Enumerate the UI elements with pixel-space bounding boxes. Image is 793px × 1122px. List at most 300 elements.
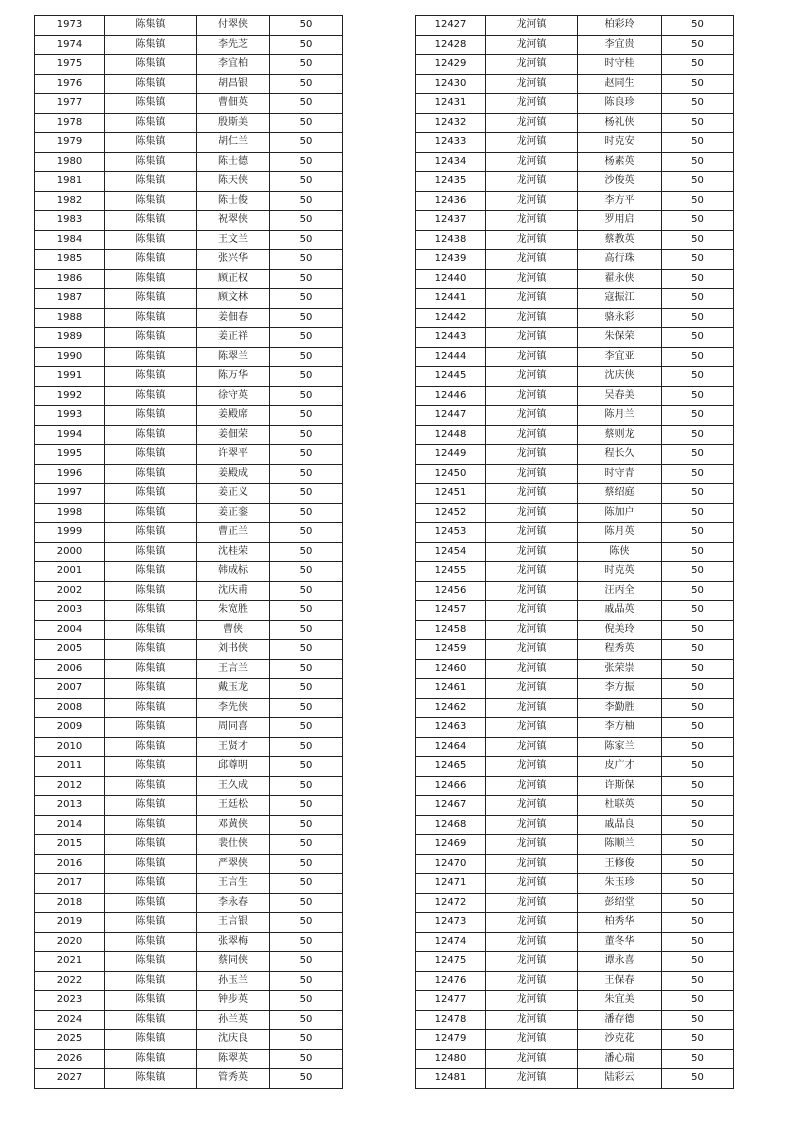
amount-cell: 50	[270, 737, 343, 757]
row-number-cell: 12453	[416, 523, 486, 543]
town-cell: 陈集镇	[105, 347, 197, 367]
row-number-cell: 12427	[416, 16, 486, 36]
table-row	[35, 74, 343, 94]
row-number-cell: 12456	[416, 581, 486, 601]
name-cell: 彭绍堂	[578, 893, 662, 913]
table-row	[416, 932, 734, 952]
town-cell: 龙河镇	[486, 269, 578, 289]
table-row	[416, 757, 734, 777]
name-cell: 姜佃荣	[197, 425, 270, 445]
name-cell: 许斯保	[578, 776, 662, 796]
table-row	[416, 16, 734, 36]
amount-cell: 50	[270, 74, 343, 94]
table-row	[35, 542, 343, 562]
amount-cell: 50	[662, 737, 734, 757]
town-cell: 龙河镇	[486, 542, 578, 562]
amount-cell: 50	[662, 503, 734, 523]
name-cell: 王保春	[578, 971, 662, 991]
name-cell: 程长久	[578, 445, 662, 465]
table-row	[416, 250, 734, 270]
amount-cell: 50	[270, 620, 343, 640]
name-cell: 陈顺兰	[578, 835, 662, 855]
row-number-cell: 12451	[416, 484, 486, 504]
town-cell: 陈集镇	[105, 913, 197, 933]
table-row	[35, 386, 343, 406]
name-cell: 罗用启	[578, 211, 662, 231]
row-number-cell: 12476	[416, 971, 486, 991]
amount-cell: 50	[662, 601, 734, 621]
town-cell: 龙河镇	[486, 640, 578, 660]
name-cell: 程秀英	[578, 640, 662, 660]
name-cell: 朱玉珍	[578, 874, 662, 894]
name-cell: 王久成	[197, 776, 270, 796]
table-row	[35, 367, 343, 387]
town-cell: 龙河镇	[486, 874, 578, 894]
town-cell: 陈集镇	[105, 815, 197, 835]
name-cell: 吴春美	[578, 386, 662, 406]
town-cell: 龙河镇	[486, 835, 578, 855]
name-cell: 姜正祥	[197, 328, 270, 348]
row-number-cell: 2018	[35, 893, 105, 913]
row-number-cell: 12444	[416, 347, 486, 367]
table-row	[416, 542, 734, 562]
name-cell: 王修俊	[578, 854, 662, 874]
name-cell: 陈加户	[578, 503, 662, 523]
town-cell: 龙河镇	[486, 854, 578, 874]
town-cell: 陈集镇	[105, 172, 197, 192]
name-cell: 刘书侠	[197, 640, 270, 660]
town-cell: 陈集镇	[105, 269, 197, 289]
town-cell: 陈集镇	[105, 367, 197, 387]
amount-cell: 50	[270, 776, 343, 796]
town-cell: 陈集镇	[105, 445, 197, 465]
town-cell: 龙河镇	[486, 659, 578, 679]
table-row	[416, 133, 734, 153]
town-cell: 龙河镇	[486, 74, 578, 94]
name-cell: 蔡同侠	[197, 952, 270, 972]
table-row	[35, 796, 343, 816]
town-cell: 陈集镇	[105, 601, 197, 621]
name-cell: 朱宜美	[578, 991, 662, 1011]
name-cell: 时克安	[578, 133, 662, 153]
name-cell: 李先侠	[197, 698, 270, 718]
row-number-cell: 12437	[416, 211, 486, 231]
table-row	[35, 250, 343, 270]
table-row	[416, 308, 734, 328]
amount-cell: 50	[270, 347, 343, 367]
table-row	[416, 230, 734, 250]
name-cell: 裴仕侠	[197, 835, 270, 855]
row-number-cell: 2006	[35, 659, 105, 679]
amount-cell: 50	[662, 464, 734, 484]
amount-cell: 50	[662, 367, 734, 387]
amount-cell: 50	[270, 815, 343, 835]
table-row	[35, 776, 343, 796]
town-cell: 龙河镇	[486, 133, 578, 153]
roster-body-right	[416, 16, 734, 1089]
row-number-cell: 1973	[35, 16, 105, 36]
amount-cell: 50	[270, 35, 343, 55]
table-row	[35, 484, 343, 504]
row-number-cell: 1980	[35, 152, 105, 172]
row-number-cell: 12455	[416, 562, 486, 582]
amount-cell: 50	[662, 230, 734, 250]
row-number-cell: 2014	[35, 815, 105, 835]
table-row	[416, 1069, 734, 1089]
town-cell: 龙河镇	[486, 601, 578, 621]
row-number-cell: 12447	[416, 406, 486, 426]
town-cell: 龙河镇	[486, 796, 578, 816]
town-cell: 陈集镇	[105, 1030, 197, 1050]
amount-cell: 50	[270, 698, 343, 718]
table-row	[416, 796, 734, 816]
amount-cell: 50	[270, 893, 343, 913]
town-cell: 陈集镇	[105, 679, 197, 699]
row-number-cell: 1981	[35, 172, 105, 192]
amount-cell: 50	[270, 94, 343, 114]
amount-cell: 50	[662, 308, 734, 328]
table-row	[35, 659, 343, 679]
table-row	[35, 562, 343, 582]
row-number-cell: 2020	[35, 932, 105, 952]
row-number-cell: 2022	[35, 971, 105, 991]
town-cell: 龙河镇	[486, 211, 578, 231]
town-cell: 陈集镇	[105, 542, 197, 562]
amount-cell: 50	[662, 386, 734, 406]
table-row	[35, 893, 343, 913]
row-number-cell: 12472	[416, 893, 486, 913]
name-cell: 陈士俊	[197, 191, 270, 211]
town-cell: 陈集镇	[105, 386, 197, 406]
row-number-cell: 1999	[35, 523, 105, 543]
table-row	[35, 16, 343, 36]
amount-cell: 50	[270, 874, 343, 894]
amount-cell: 50	[662, 776, 734, 796]
table-row	[35, 815, 343, 835]
table-row	[416, 874, 734, 894]
table-row	[416, 211, 734, 231]
town-cell: 龙河镇	[486, 484, 578, 504]
town-cell: 龙河镇	[486, 562, 578, 582]
amount-cell: 50	[270, 133, 343, 153]
name-cell: 蔡教英	[578, 230, 662, 250]
table-row	[416, 815, 734, 835]
row-number-cell: 2012	[35, 776, 105, 796]
row-number-cell: 12428	[416, 35, 486, 55]
row-number-cell: 1985	[35, 250, 105, 270]
town-cell: 龙河镇	[486, 971, 578, 991]
amount-cell: 50	[270, 269, 343, 289]
town-cell: 陈集镇	[105, 971, 197, 991]
amount-cell: 50	[270, 464, 343, 484]
amount-cell: 50	[270, 503, 343, 523]
row-number-cell: 12473	[416, 913, 486, 933]
name-cell: 蔡绍庭	[578, 484, 662, 504]
town-cell: 龙河镇	[486, 308, 578, 328]
name-cell: 倪美玲	[578, 620, 662, 640]
row-number-cell: 1993	[35, 406, 105, 426]
amount-cell: 50	[662, 1049, 734, 1069]
row-number-cell: 12467	[416, 796, 486, 816]
row-number-cell: 12431	[416, 94, 486, 114]
row-number-cell: 12478	[416, 1010, 486, 1030]
name-cell: 孙兰英	[197, 1010, 270, 1030]
amount-cell: 50	[270, 562, 343, 582]
row-number-cell: 12436	[416, 191, 486, 211]
name-cell: 戚晶英	[578, 601, 662, 621]
name-cell: 陈翠英	[197, 1049, 270, 1069]
row-number-cell: 12442	[416, 308, 486, 328]
table-row	[35, 1030, 343, 1050]
name-cell: 陈良珍	[578, 94, 662, 114]
name-cell: 翟永侠	[578, 269, 662, 289]
name-cell: 姜殿成	[197, 464, 270, 484]
row-number-cell: 12470	[416, 854, 486, 874]
name-cell: 王廷松	[197, 796, 270, 816]
table-row	[35, 308, 343, 328]
row-number-cell: 2016	[35, 854, 105, 874]
table-row	[416, 1010, 734, 1030]
town-cell: 陈集镇	[105, 230, 197, 250]
table-row	[416, 698, 734, 718]
amount-cell: 50	[662, 757, 734, 777]
name-cell: 邱尊明	[197, 757, 270, 777]
town-cell: 龙河镇	[486, 1069, 578, 1089]
amount-cell: 50	[662, 971, 734, 991]
amount-cell: 50	[662, 1030, 734, 1050]
roster-body-left	[35, 16, 343, 1089]
town-cell: 龙河镇	[486, 1010, 578, 1030]
row-number-cell: 12471	[416, 874, 486, 894]
table-row	[416, 367, 734, 387]
row-number-cell: 1992	[35, 386, 105, 406]
row-number-cell: 2001	[35, 562, 105, 582]
name-cell: 管秀英	[197, 1069, 270, 1089]
amount-cell: 50	[662, 425, 734, 445]
amount-cell: 50	[270, 328, 343, 348]
row-number-cell: 1988	[35, 308, 105, 328]
table-row	[35, 328, 343, 348]
row-number-cell: 12429	[416, 55, 486, 75]
amount-cell: 50	[270, 191, 343, 211]
town-cell: 龙河镇	[486, 367, 578, 387]
name-cell: 潘存德	[578, 1010, 662, 1030]
amount-cell: 50	[662, 250, 734, 270]
table-row	[35, 347, 343, 367]
amount-cell: 50	[662, 562, 734, 582]
row-number-cell: 12462	[416, 698, 486, 718]
name-cell: 张翠梅	[197, 932, 270, 952]
table-row	[416, 289, 734, 309]
town-cell: 陈集镇	[105, 250, 197, 270]
name-cell: 陈侠	[578, 542, 662, 562]
town-cell: 龙河镇	[486, 952, 578, 972]
row-number-cell: 12459	[416, 640, 486, 660]
amount-cell: 50	[662, 893, 734, 913]
amount-cell: 50	[270, 913, 343, 933]
amount-cell: 50	[270, 308, 343, 328]
row-number-cell: 12446	[416, 386, 486, 406]
table-row	[35, 991, 343, 1011]
name-cell: 姜殿席	[197, 406, 270, 426]
town-cell: 龙河镇	[486, 230, 578, 250]
amount-cell: 50	[662, 718, 734, 738]
town-cell: 陈集镇	[105, 74, 197, 94]
town-cell: 陈集镇	[105, 289, 197, 309]
name-cell: 沈桂荣	[197, 542, 270, 562]
table-row	[416, 854, 734, 874]
table-row	[35, 211, 343, 231]
town-cell: 龙河镇	[486, 152, 578, 172]
table-row	[35, 1010, 343, 1030]
town-cell: 龙河镇	[486, 425, 578, 445]
amount-cell: 50	[270, 386, 343, 406]
name-cell: 戴玉龙	[197, 679, 270, 699]
town-cell: 陈集镇	[105, 94, 197, 114]
name-cell: 王贤才	[197, 737, 270, 757]
town-cell: 陈集镇	[105, 211, 197, 231]
name-cell: 潘心瑞	[578, 1049, 662, 1069]
amount-cell: 50	[662, 328, 734, 348]
row-number-cell: 12454	[416, 542, 486, 562]
name-cell: 朱宽胜	[197, 601, 270, 621]
table-row	[35, 737, 343, 757]
name-cell: 谭永喜	[578, 952, 662, 972]
row-number-cell: 2017	[35, 874, 105, 894]
table-row	[35, 55, 343, 75]
table-row	[416, 523, 734, 543]
row-number-cell: 12433	[416, 133, 486, 153]
amount-cell: 50	[662, 659, 734, 679]
name-cell: 陈翠兰	[197, 347, 270, 367]
row-number-cell: 12481	[416, 1069, 486, 1089]
table-row	[35, 835, 343, 855]
row-number-cell: 12458	[416, 620, 486, 640]
name-cell: 杜联英	[578, 796, 662, 816]
town-cell: 陈集镇	[105, 796, 197, 816]
name-cell: 李方平	[578, 191, 662, 211]
name-cell: 蔡则龙	[578, 425, 662, 445]
amount-cell: 50	[270, 932, 343, 952]
row-number-cell: 12441	[416, 289, 486, 309]
amount-cell: 50	[662, 640, 734, 660]
town-cell: 陈集镇	[105, 523, 197, 543]
row-number-cell: 12460	[416, 659, 486, 679]
row-number-cell: 1986	[35, 269, 105, 289]
town-cell: 龙河镇	[486, 503, 578, 523]
table-row	[416, 35, 734, 55]
row-number-cell: 1984	[35, 230, 105, 250]
table-row	[35, 425, 343, 445]
amount-cell: 50	[662, 523, 734, 543]
town-cell: 陈集镇	[105, 718, 197, 738]
table-row	[35, 503, 343, 523]
table-row	[416, 406, 734, 426]
row-number-cell: 2004	[35, 620, 105, 640]
row-number-cell: 1995	[35, 445, 105, 465]
town-cell: 龙河镇	[486, 445, 578, 465]
row-number-cell: 1975	[35, 55, 105, 75]
amount-cell: 50	[662, 874, 734, 894]
row-number-cell: 1977	[35, 94, 105, 114]
amount-cell: 50	[662, 94, 734, 114]
town-cell: 陈集镇	[105, 503, 197, 523]
name-cell: 李永春	[197, 893, 270, 913]
town-cell: 陈集镇	[105, 191, 197, 211]
row-number-cell: 12430	[416, 74, 486, 94]
town-cell: 陈集镇	[105, 1049, 197, 1069]
table-row	[416, 113, 734, 133]
name-cell: 陈月兰	[578, 406, 662, 426]
town-cell: 陈集镇	[105, 406, 197, 426]
amount-cell: 50	[662, 35, 734, 55]
town-cell: 陈集镇	[105, 991, 197, 1011]
name-cell: 李方振	[578, 679, 662, 699]
row-number-cell: 2021	[35, 952, 105, 972]
amount-cell: 50	[270, 1010, 343, 1030]
name-cell: 祝翠侠	[197, 211, 270, 231]
name-cell: 王文兰	[197, 230, 270, 250]
row-number-cell: 12465	[416, 757, 486, 777]
town-cell: 陈集镇	[105, 698, 197, 718]
table-row	[35, 854, 343, 874]
table-row	[416, 835, 734, 855]
row-number-cell: 2008	[35, 698, 105, 718]
town-cell: 陈集镇	[105, 35, 197, 55]
table-row	[35, 1069, 343, 1089]
name-cell: 李宜柏	[197, 55, 270, 75]
amount-cell: 50	[662, 445, 734, 465]
amount-cell: 50	[270, 952, 343, 972]
row-number-cell: 12475	[416, 952, 486, 972]
table-row	[35, 932, 343, 952]
amount-cell: 50	[270, 484, 343, 504]
row-number-cell: 12469	[416, 835, 486, 855]
town-cell: 龙河镇	[486, 464, 578, 484]
name-cell: 骆永彩	[578, 308, 662, 328]
town-cell: 龙河镇	[486, 406, 578, 426]
amount-cell: 50	[270, 835, 343, 855]
town-cell: 龙河镇	[486, 679, 578, 699]
name-cell: 顾文林	[197, 289, 270, 309]
row-number-cell: 12477	[416, 991, 486, 1011]
amount-cell: 50	[662, 952, 734, 972]
name-cell: 付翠侠	[197, 16, 270, 36]
town-cell: 龙河镇	[486, 191, 578, 211]
amount-cell: 50	[270, 601, 343, 621]
amount-cell: 50	[270, 854, 343, 874]
table-row	[416, 913, 734, 933]
table-row	[416, 679, 734, 699]
town-cell: 陈集镇	[105, 952, 197, 972]
table-row	[35, 523, 343, 543]
amount-cell: 50	[270, 659, 343, 679]
row-number-cell: 2002	[35, 581, 105, 601]
amount-cell: 50	[662, 55, 734, 75]
table-row	[416, 952, 734, 972]
town-cell: 龙河镇	[486, 113, 578, 133]
table-row	[35, 406, 343, 426]
table-row	[416, 464, 734, 484]
amount-cell: 50	[270, 289, 343, 309]
amount-cell: 50	[662, 406, 734, 426]
row-number-cell: 12443	[416, 328, 486, 348]
name-cell: 赵同生	[578, 74, 662, 94]
table-row	[416, 445, 734, 465]
amount-cell: 50	[662, 113, 734, 133]
town-cell: 龙河镇	[486, 815, 578, 835]
town-cell: 陈集镇	[105, 328, 197, 348]
